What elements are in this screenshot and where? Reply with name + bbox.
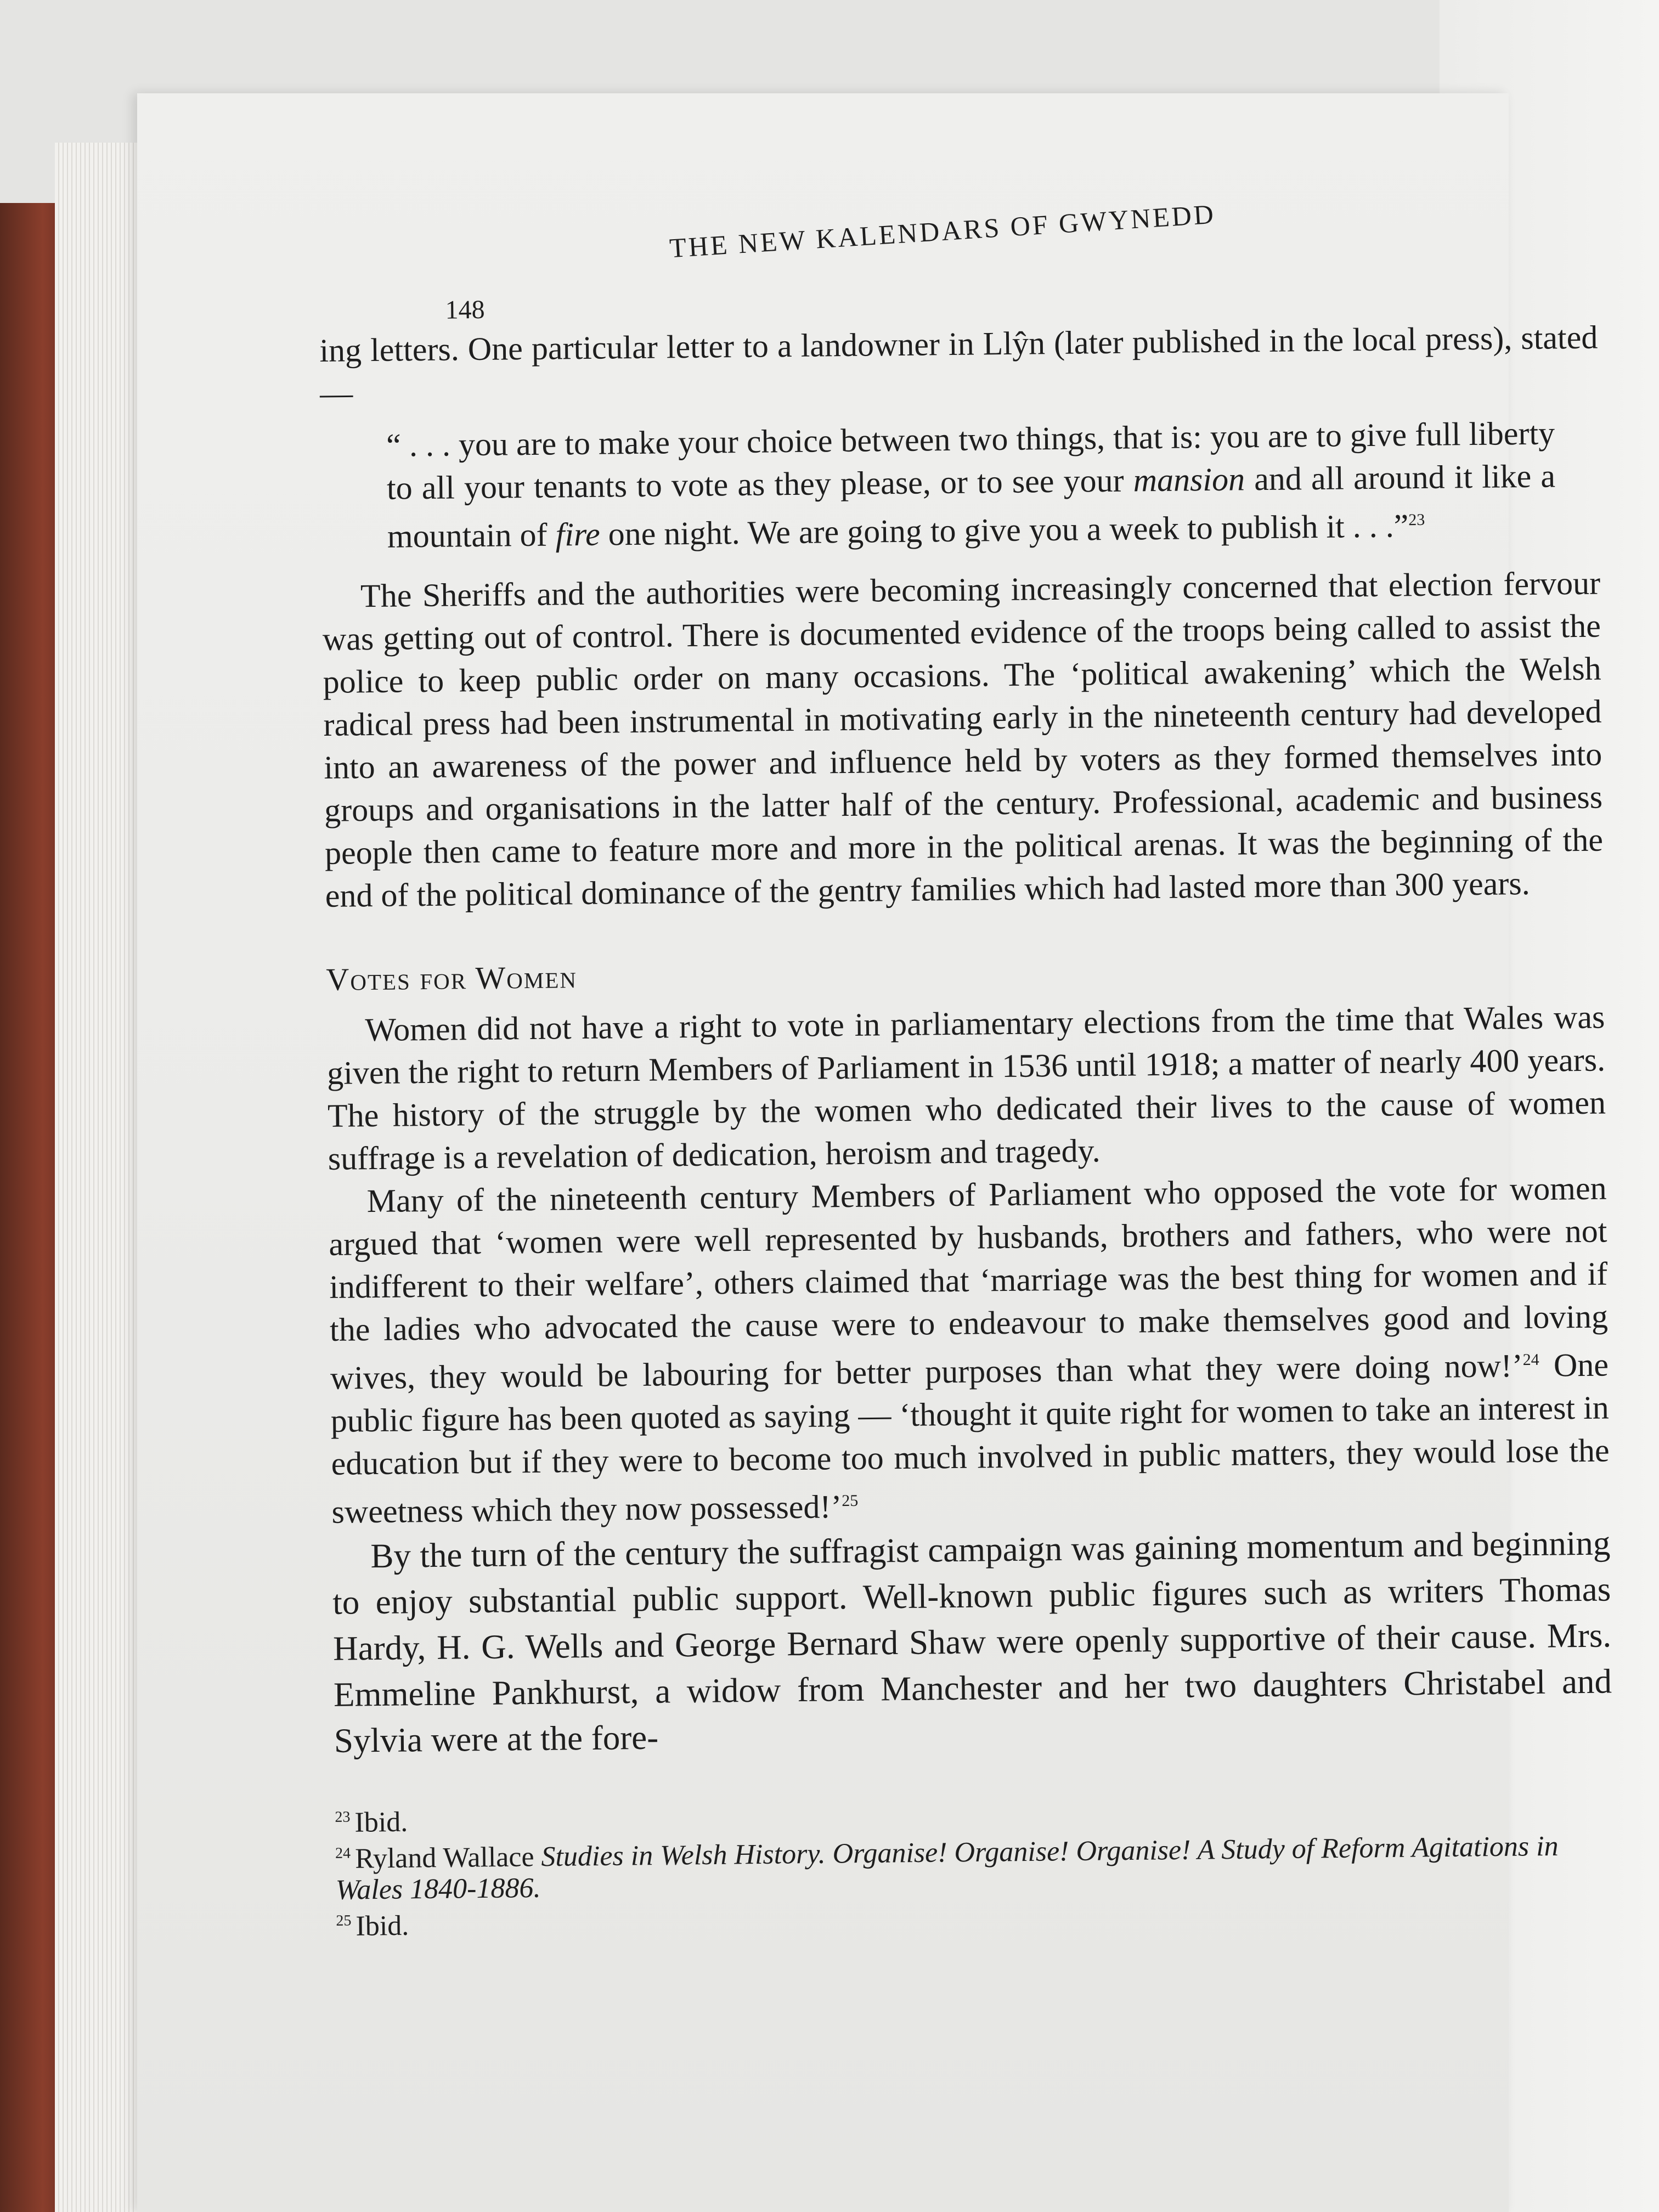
section-heading: Votes for Women	[326, 959, 578, 997]
book-page	[137, 93, 1612, 2212]
footnote-author: Ryland Wallace	[354, 1841, 541, 1875]
footnote-ref: 23	[1408, 510, 1425, 529]
footnote-ref: 24	[1522, 1350, 1539, 1369]
footnote-ref: 25	[842, 1491, 859, 1510]
footnote-number: 23	[335, 1808, 351, 1826]
footnotes	[335, 1788, 1615, 1942]
paragraph: By the turn of the century the suffragist campaign was gaining momentum and beginning to enjoy substantial public support. Well-known public figures such as writers Thomas Hardy, H. G. Wells and George Bernard Shaw were openly supportive of their cause. Mrs. Emmeline Pankhurst, a widow from Manchester and her two daughters Christabel and Sylvia were at the fore-	[332, 1523, 1612, 1760]
footnote	[335, 1825, 1614, 1906]
footnote-text: Ibid.	[354, 1806, 408, 1838]
paragraph-continuation: ing letters. One particular letter to a landowner in Llŷn (later published in the local press), stated —	[319, 319, 1598, 411]
page-number: 148	[445, 295, 485, 325]
quote-text: “ . . . you are to make your choice between two things, that is: you are to give full liberty to all your tenants to vote as they please, or to see your	[386, 415, 1555, 506]
paragraph-text: One public figure has been quoted as saying — ‘thought it quite right for women to take an interest in education but if they were to become too much involved in public matters, they would lose the sweetness which they now possessed!’	[330, 1346, 1610, 1530]
paragraph: The Sheriffs and the authorities were becoming increasingly concerned that election fervour was getting out of control. There is documented evidence of the troops being called to assist the police to keep public order on many occasions. The ‘political awakening’ which the Welsh radical press had been instrumental in motivating early in the nineteenth century had developed into an awareness of the power and influence held by voters as they formed themselves into groups and organisations in the latter half of the century. Professional, academic and business people then came to feature more and more in the political arenas. It was the beginning of the end of the political dominance of the gentry families which had lasted more than 300 years.	[322, 565, 1604, 914]
paragraph: Women did not have a right to vote in parliamentary elections from the time that Wales was given the right to return Members of Parliament in 1536 until 1918; a matter of nearly 400 years. The history of the struggle by the women who dedicated their lives to the cause of women suffrage is a revelation of dedication, heroism and tragedy.	[326, 998, 1606, 1177]
quote-text: one night. We are going to give you a week to publish it . . .”	[600, 507, 1409, 552]
quote-italic-mansion: mansion	[1133, 461, 1245, 499]
footnote-title: Studies in Welsh History. Organise! Organise! Organise! A Study of Reform Agitations in Wales 1840-1886.	[335, 1831, 1559, 1906]
quote-text: and all around it like a mountain of	[387, 458, 1556, 555]
footnote-number: 24	[335, 1844, 351, 1863]
footnote-number: 25	[336, 1912, 352, 1929]
paragraph	[328, 1167, 1610, 1533]
running-title: THE NEW KALENDARS OF GWYNEDD	[668, 198, 1217, 264]
block-quote	[386, 411, 1556, 557]
page-header	[318, 198, 1598, 329]
paragraph-text: Many of the nineteenth century Members of Parliament who opposed the vote for women argued that ‘women were well represented by husbands, brothers and fathers, who were not indifferent to their welfare’, others claimed that ‘marriage was the best thing for women and if the ladies who advocated the cause were to endeavour to make themselves good and loving wives, they would be labouring for better purposes than what they were doing now!’	[329, 1170, 1609, 1396]
footnote-text: Ibid.	[356, 1910, 409, 1942]
quote-italic-fire: fire	[555, 516, 600, 553]
page-content	[318, 198, 1615, 1942]
